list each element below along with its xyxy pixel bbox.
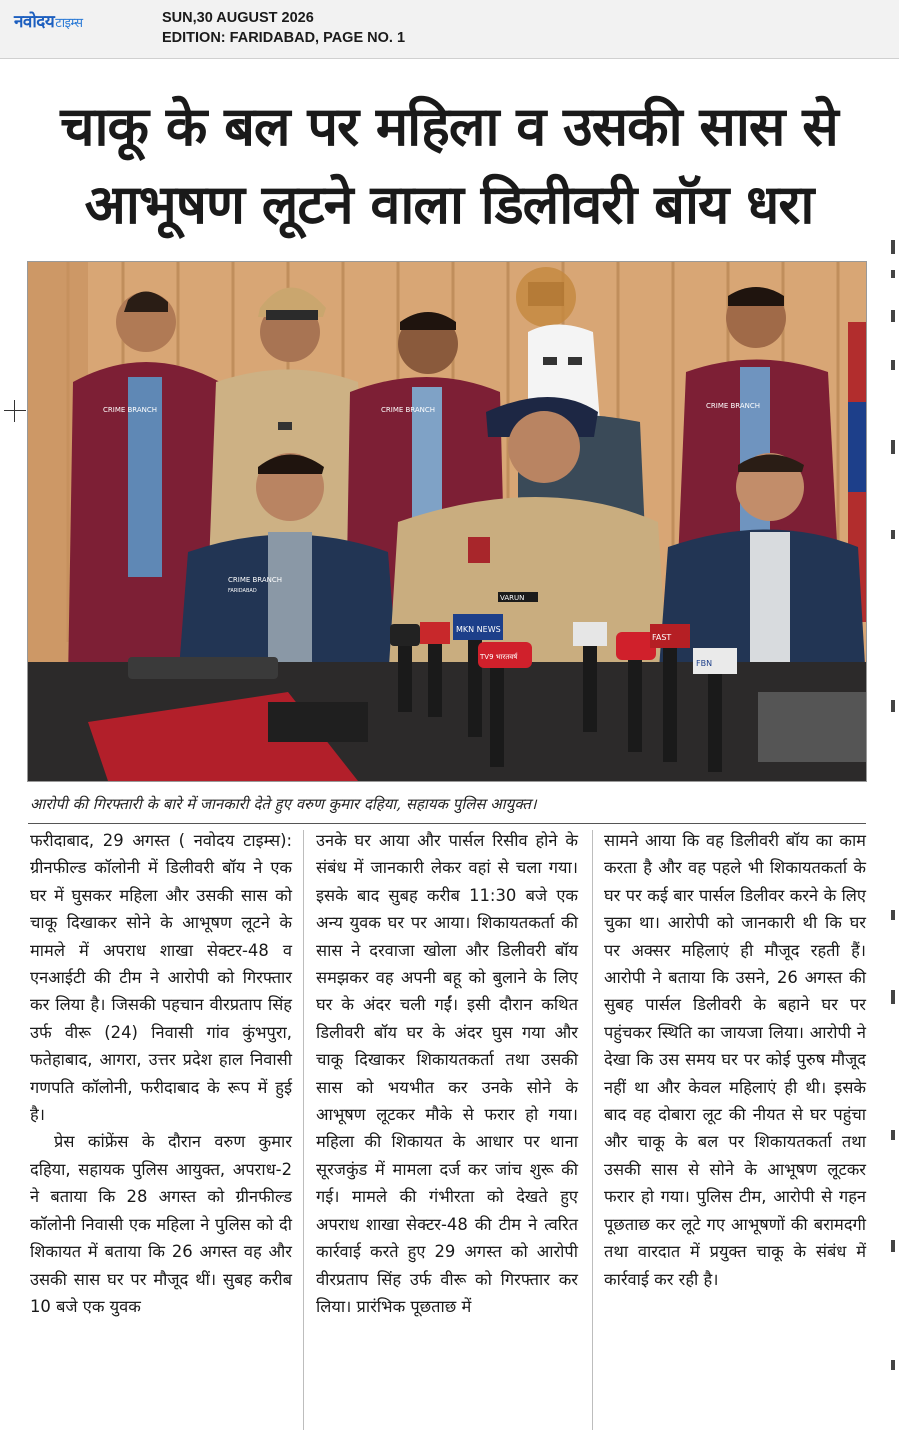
caption-divider [28,823,866,824]
article-column-3 [604,827,866,1293]
column-divider-2 [592,830,593,1430]
mic-label-3: FAST [652,633,672,642]
mic-label-4: FBN [696,659,713,668]
newspaper-logo[interactable] [14,9,83,32]
mic-label-2: TV9 भारतवर्ष [480,653,518,661]
mic-label-1: MKN NEWS [456,625,501,634]
column-divider-1 [303,830,304,1430]
headline-line-2: आभूषण लूटने वाला डिलीवरी बॉय धरा [84,173,814,236]
vest-sublabel: FARIDABAD [228,588,257,594]
column-1-paragraph-1: फरीदाबाद, 29 अगस्त ( नवोदय टाइम्स): ग्रीनफील्ड कॉलोनी में डिलीवरी बॉय ने एक घर में घुसकर महिला और उसकी सास को चाकू दिखाकर सोने के आभूषण लूटने के मामले में अपराध शाखा सेक्टर-48 व एनआईटी की टीम ने आरोपी को गिरफ्तार कर लिया है। जिसकी पहचान वीरप्रताप सिंह उर्फ वीरू (24) निवासी गांव कुंभपुरा, फतेहाबाद, आगरा, उत्तर प्रदेश हाल निवासी गणपति कॉलोनी, फरीदाबाद के रूप में हुई है। [30,831,292,1125]
logo-main-text: नवोदय [14,12,55,32]
article-column-1 [30,827,292,1320]
edition-info [162,8,405,48]
edition-date: SUN,30 AUGUST 2026 [162,10,314,26]
vest-label-1: CRIME BRANCH [103,406,158,414]
vest-label-3: CRIME BRANCH [706,402,761,410]
vest-label-4: CRIME BRANCH [228,576,283,584]
press-conference-photo [27,261,867,782]
crop-mark-icon [4,400,26,422]
adjacent-page-edge [879,230,899,1430]
headline-line-1: चाकू के बल पर महिला व उसकी सास से [60,95,838,158]
article-headline [18,88,880,244]
photo-caption: आरोपी की गिरफ्तारी के बारे में जानकारी देते हुए वरुण कुमार दहिया, सहायक पुलिस आयुक्त। [30,795,537,813]
logo-sub-text: टाइम्स [55,16,83,31]
vest-label-2: CRIME BRANCH [381,406,436,414]
nameplate: VARUN [500,594,525,602]
edition-header-bar [0,0,899,59]
column-3-paragraph-1: सामने आया कि वह डिलीवरी बॉय का काम करता है और वह पहले भी शिकायतकर्ता के घर पर कई बार पार्सल डिलीवर करने के लिए चुका था। आरोपी को जानकारी थी कि घर पर अक्सर महिलाएं ही मौजूद रहती हैं। आरोपी ने बताया कि उसने, 26 अगस्त की सुबह पार्सल डिलीवरी के बहाने घर पर पहुंचकर स्थिति का जायजा लिया। आरोपी ने देखा कि उस समय घर पर कोई पुरुष मौजूद नहीं था और केवल महिलाएं ही थी। इसके बाद वह दोबारा लूट की नीयत से घर पहुंचा और चाकू के बल पर शिकायतकर्ता तथा उसकी सास से सोने के आभूषण लूटकर फरार हो गया। पुलिस टीम, आरोपी से गहन पूछताछ कर लूटे गए आभूषणों की बरामदगी तथा वारदात में प्रयुक्त चाकू के संबंध में कार्रवाई कर रही है। [604,831,866,1289]
edition-page: EDITION: FARIDABAD, PAGE NO. 1 [162,30,406,46]
column-1-paragraph-2: प्रेस कांफ्रेंस के दौरान वरुण कुमार दहिया, सहायक पुलिस आयुक्त, अपराध-2 ने बताया कि 28 अगस्त को ग्रीनफील्ड कॉलोनी निवासी एक महिला ने पुलिस को दी शिकायत में बताया कि 26 अगस्त वह और उसकी सास घर पर मौजूद थीं। सुबह करीब 10 बजे एक युवक [30,1132,292,1316]
article-column-2 [316,827,578,1320]
column-2-paragraph-1: उनके घर आया और पार्सल रिसीव होने के संबंध में जानकारी लेकर वहां से चला गया। इसके बाद सुबह करीब 11:30 बजे एक अन्य युवक घर पर आया। शिकायतकर्ता की सास ने दरवाजा खोला और डिलीवरी बॉय समझकर वह अपनी बहू को बुलाने के लिए घर के अंदर चली गईं। इसी दौरान कथित डिलीवरी बॉय घर के अंदर घुस गया और चाकू दिखाकर शिकायतकर्ता तथा उसकी सास को भयभीत कर उनके सोने के आभूषण लूटकर मौके से फरार हो गया। महिला की शिकायत के आधार पर थाना सूरजकुंड में मामला दर्ज कर जांच शुरू की गई। मामले की गंभीरता को देखते हुए अपराध शाखा सेक्टर-48 की टीम ने त्वरित कार्रवाई करते हुए 29 अगस्त को आरोपी वीरप्रताप सिंह उर्फ वीरू को गिरफ्तार कर लिया। प्रारंभिक पूछताछ में [316,831,578,1316]
